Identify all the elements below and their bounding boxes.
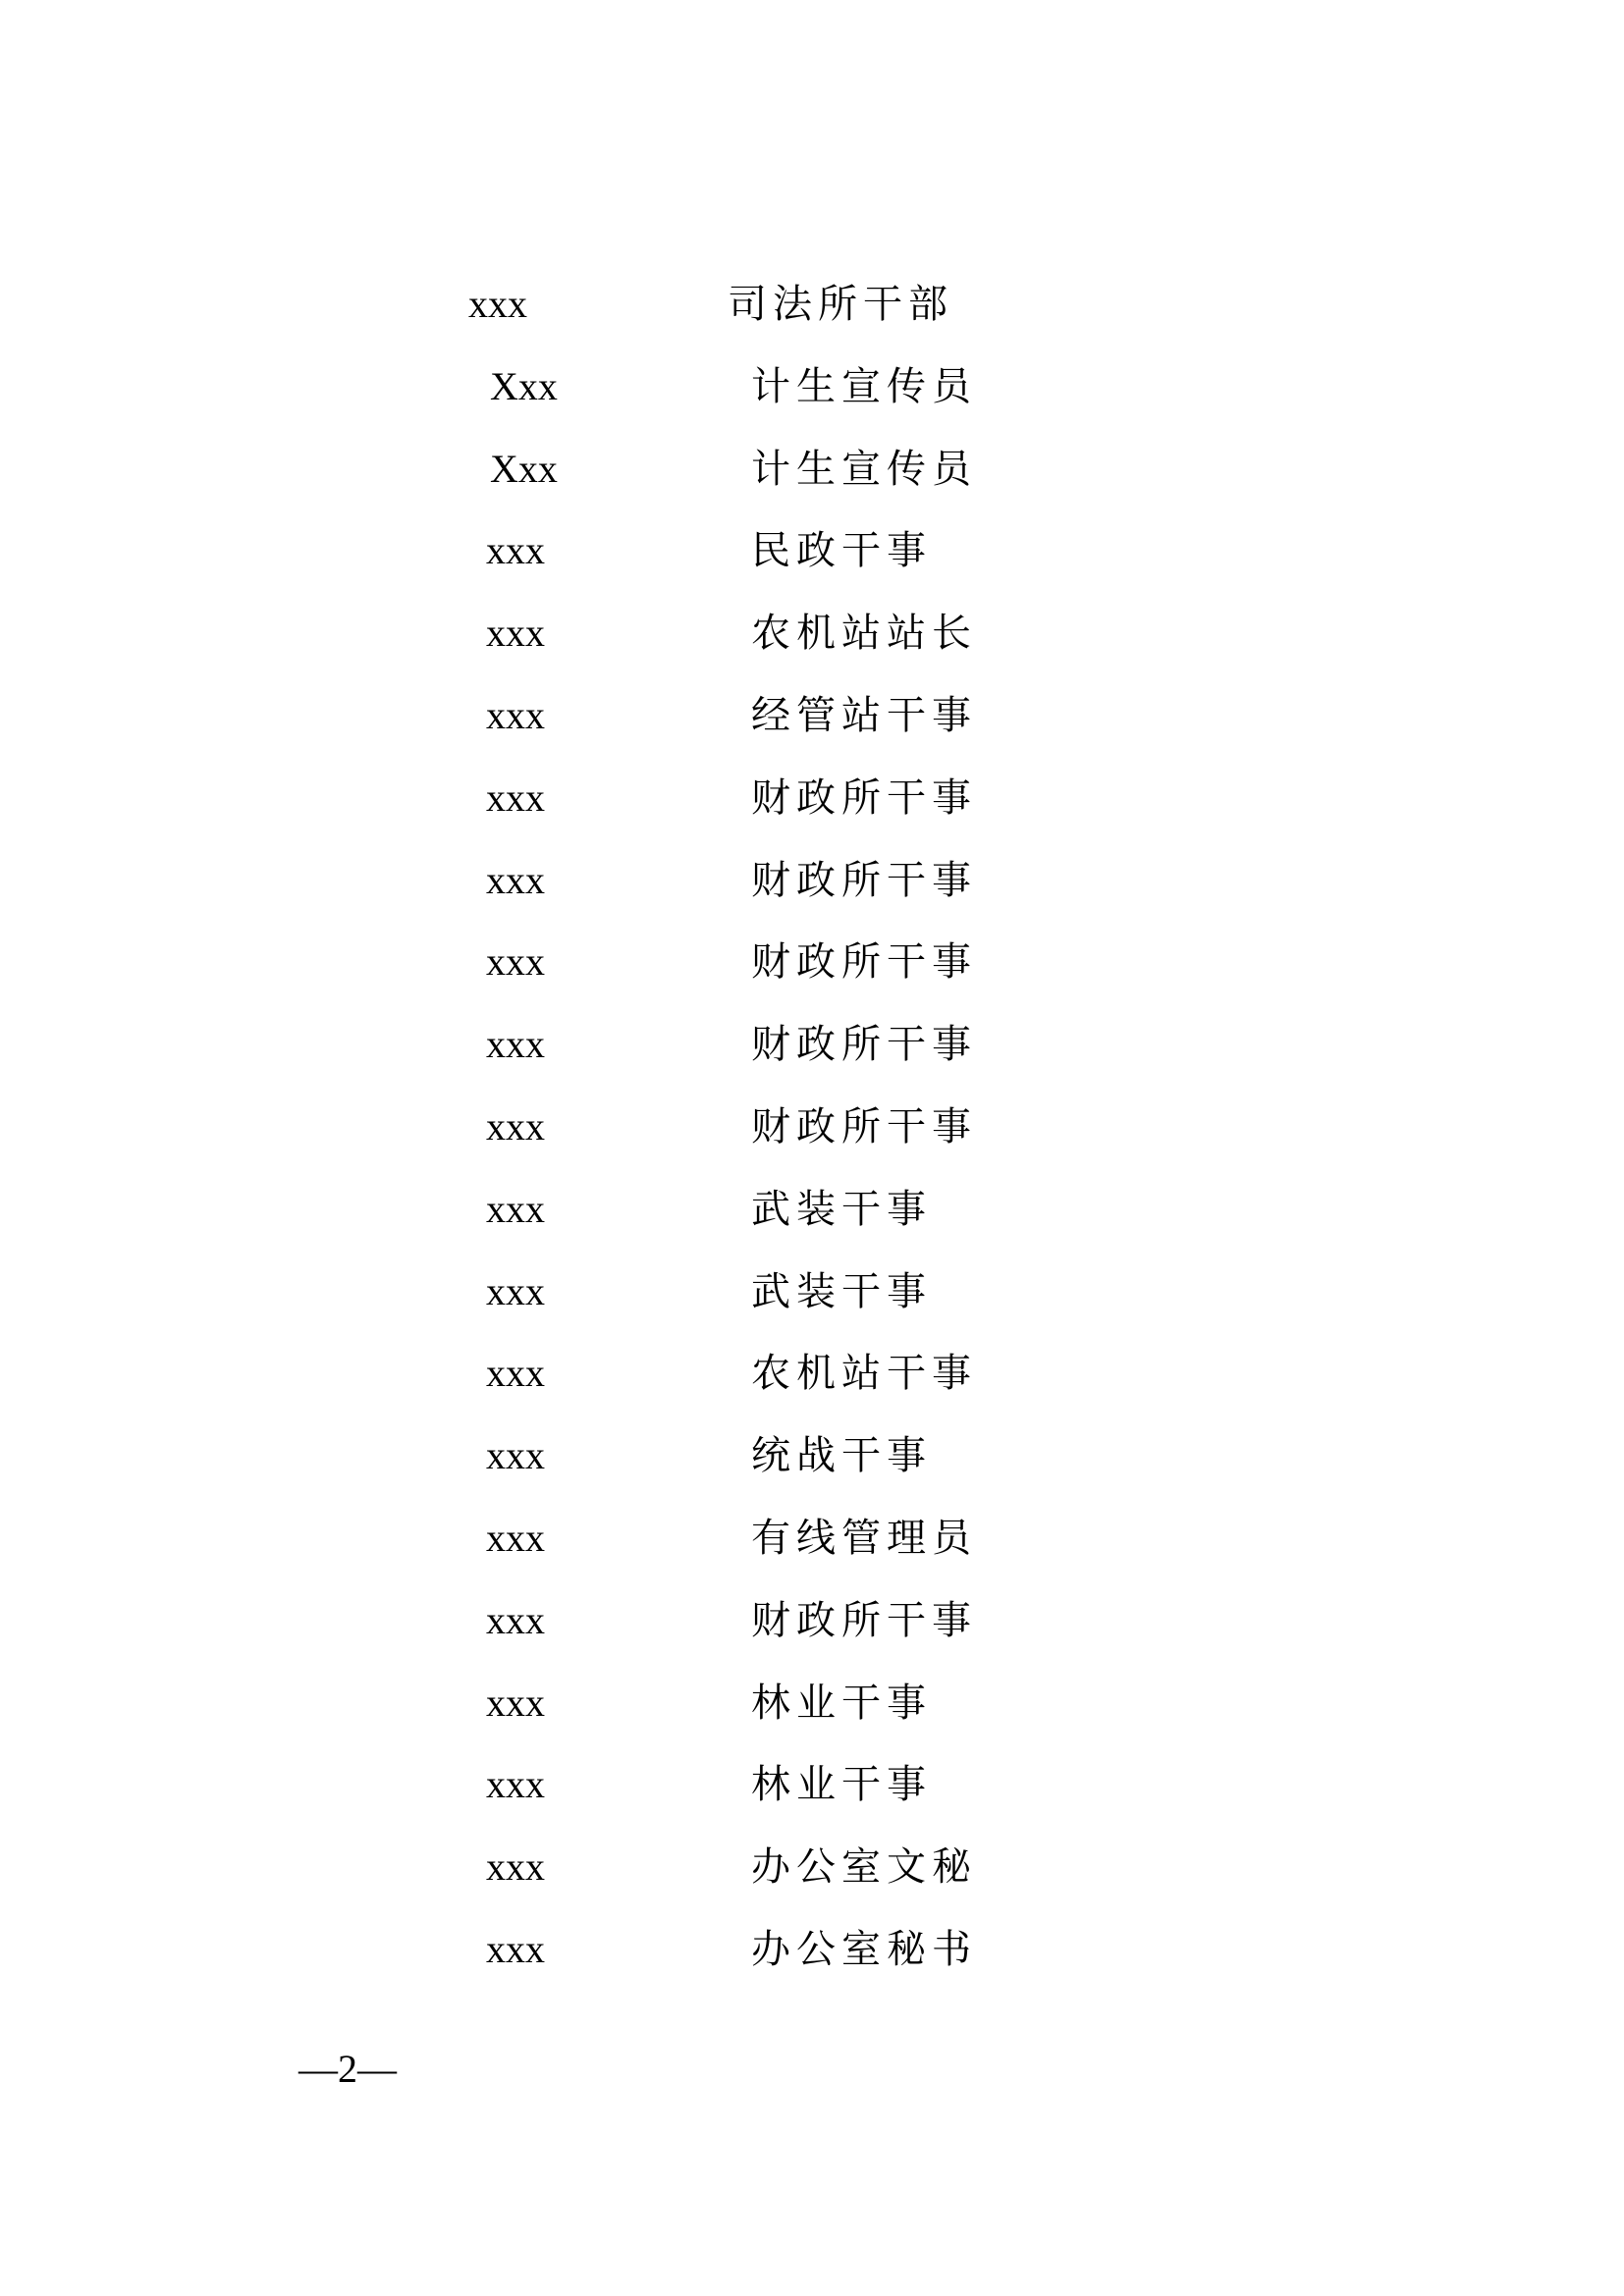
staff-name: xxx bbox=[486, 1597, 545, 1642]
staff-name: xxx bbox=[486, 1268, 545, 1313]
staff-name: xxx bbox=[486, 1844, 545, 1890]
roster-row bbox=[0, 1509, 1624, 1591]
staff-name: xxx bbox=[486, 1762, 545, 1807]
staff-name: xxx bbox=[486, 1351, 545, 1396]
roster-row bbox=[0, 769, 1624, 851]
staff-name: xxx bbox=[486, 1926, 545, 1971]
roster-row bbox=[0, 357, 1624, 440]
staff-name: xxx bbox=[486, 692, 545, 737]
staff-role: 有线管理员 bbox=[751, 1515, 977, 1561]
roster-row bbox=[0, 1180, 1624, 1262]
staff-role: 计生宣传员 bbox=[751, 446, 977, 492]
staff-role: 林业干事 bbox=[751, 1762, 932, 1808]
staff-name: xxx bbox=[486, 1433, 545, 1478]
roster-row bbox=[0, 933, 1624, 1015]
staff-name: xxx bbox=[486, 774, 545, 820]
staff-role: 办公室文秘 bbox=[751, 1844, 977, 1891]
staff-role: 计生宣传员 bbox=[751, 363, 977, 409]
staff-role: 武装干事 bbox=[751, 1186, 932, 1232]
staff-role: 经管站干事 bbox=[751, 692, 977, 738]
staff-name: xxx bbox=[486, 1680, 545, 1725]
roster-row bbox=[0, 1591, 1624, 1674]
roster-row bbox=[0, 1838, 1624, 1920]
staff-name: xxx bbox=[486, 857, 545, 902]
staff-role: 财政所干事 bbox=[751, 939, 977, 986]
staff-name: xxx bbox=[486, 1022, 545, 1067]
roster-row bbox=[0, 440, 1624, 522]
roster-row bbox=[0, 1755, 1624, 1838]
staff-role: 财政所干事 bbox=[751, 774, 977, 821]
staff-name: xxx bbox=[486, 1186, 545, 1231]
roster-row bbox=[0, 604, 1624, 686]
roster-row bbox=[0, 1015, 1624, 1097]
roster-row bbox=[0, 1674, 1624, 1756]
staff-role: 财政所干事 bbox=[751, 1103, 977, 1149]
staff-role: 林业干事 bbox=[751, 1680, 932, 1726]
staff-name: xxx bbox=[486, 611, 545, 656]
staff-name: xxx bbox=[486, 528, 545, 573]
staff-name: Xxx bbox=[490, 446, 558, 491]
staff-role: 办公室秘书 bbox=[751, 1926, 977, 1972]
roster-row bbox=[0, 521, 1624, 604]
roster-row bbox=[0, 851, 1624, 934]
staff-role: 财政所干事 bbox=[751, 857, 977, 903]
roster-row bbox=[0, 275, 1624, 357]
staff-role: 财政所干事 bbox=[751, 1022, 977, 1068]
staff-role: 民政干事 bbox=[751, 528, 932, 574]
roster-row bbox=[0, 1097, 1624, 1180]
staff-name: xxx bbox=[486, 939, 545, 985]
staff-role: 财政所干事 bbox=[751, 1597, 977, 1643]
roster-row bbox=[0, 1344, 1624, 1426]
roster-row bbox=[0, 1262, 1624, 1345]
staff-role: 司法所干部 bbox=[728, 282, 953, 327]
staff-role: 统战干事 bbox=[751, 1433, 932, 1479]
roster-row bbox=[0, 1426, 1624, 1509]
roster-row bbox=[0, 1920, 1624, 2002]
staff-roster bbox=[0, 275, 1624, 2002]
roster-row bbox=[0, 686, 1624, 769]
staff-role: 农机站站长 bbox=[751, 611, 977, 657]
page-number: —2— bbox=[298, 2047, 397, 2091]
staff-name: xxx bbox=[486, 1515, 545, 1560]
staff-role: 农机站干事 bbox=[751, 1351, 977, 1397]
staff-name: xxx bbox=[468, 282, 527, 326]
staff-role: 武装干事 bbox=[751, 1268, 932, 1314]
staff-name: Xxx bbox=[490, 363, 558, 408]
staff-name: xxx bbox=[486, 1103, 545, 1148]
